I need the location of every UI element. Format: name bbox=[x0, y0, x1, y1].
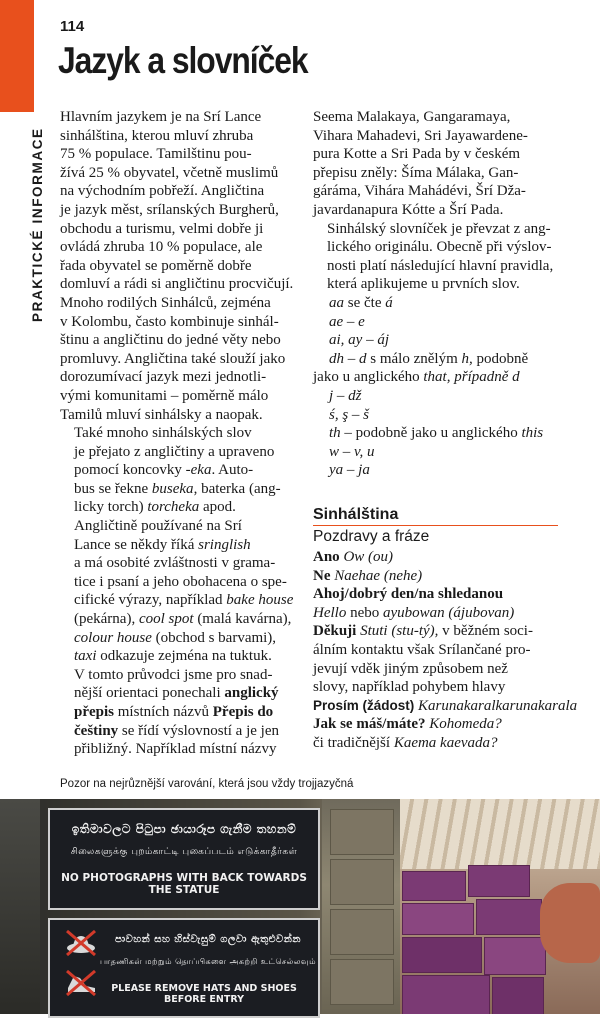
text-line: Tamilů mluví sinhálsky a naopak. bbox=[60, 406, 263, 423]
pronunciation-rule: aa se čte á bbox=[329, 294, 393, 311]
phrase-entry: Ne Naehae (nehe) bbox=[313, 567, 423, 584]
text-line: lického originálu. Obecně při výslov- bbox=[327, 239, 552, 256]
text-line: přepis místních názvů Přepis do bbox=[74, 704, 274, 720]
stacked-box bbox=[402, 903, 474, 935]
pronunciation-rule: w – v, u bbox=[329, 443, 375, 460]
sign-english-text: NO PHOTOGRAPHS WITH BACK TOWARDS THE STATUE bbox=[61, 872, 307, 896]
text-line: vými komunitami – poměrně málo bbox=[60, 387, 269, 404]
stacked-box bbox=[402, 871, 466, 901]
phrase-entry: či tradičnější Kaema kaevada? bbox=[313, 735, 498, 751]
text-line: dorozumívací jazyk mezi jednotli- bbox=[60, 369, 267, 386]
text-line: je přejato z angličtiny a upraveno bbox=[74, 443, 275, 460]
warning-sign-photography bbox=[48, 808, 320, 910]
text-line: Vihara Mahadevi, Sri Jayawardene- bbox=[313, 127, 528, 144]
text-line: přepisu zněly: Šíma Málaka, Gan- bbox=[313, 164, 519, 181]
text-line: bus se řekne buseka, baterka (ang- bbox=[74, 480, 281, 497]
text-line: domluví a rádi si angličtinu procvičují. bbox=[60, 276, 294, 293]
text-line: cifické výrazy, například bake house bbox=[74, 592, 294, 609]
text-line: (pekárna), cool spot (malá kavárna), bbox=[74, 611, 292, 628]
text-line: javardanapura Kótte a Šrí Pada. bbox=[313, 201, 504, 218]
phrase-entry: Děkuji Stuti (stu-tý), v běžném soci- bbox=[313, 623, 533, 640]
page-title: Jazyk a slovníček bbox=[58, 40, 308, 81]
text-line: která aplikujeme u prvních slov. bbox=[327, 276, 520, 293]
sign-sinhala-text: පාවහන් සහ හිස්වැසුම් ගලවා ඇතුළුවන්න bbox=[115, 934, 301, 945]
stacked-box bbox=[402, 937, 482, 973]
pronunciation-rule: dh – d s málo znělým h, podobně bbox=[329, 350, 529, 367]
stacked-box bbox=[468, 865, 530, 897]
stacked-box bbox=[492, 977, 544, 1014]
paragraph-sringlish bbox=[60, 517, 292, 666]
paragraph-loanwords bbox=[60, 424, 292, 517]
text-line: je jazyk měst, srílanských Burgherů, bbox=[60, 201, 279, 218]
phrase-entry: álním kontaktu však Srílančané pro- bbox=[313, 642, 531, 659]
text-line: nosti platí následující hlavní pravidla, bbox=[327, 257, 554, 274]
sign-english-text: PLEASE REMOVE HATS AND SHOES BEFORE ENTRY bbox=[111, 983, 297, 1005]
stacked-box bbox=[484, 937, 546, 975]
page-number: 114 bbox=[60, 18, 85, 35]
phrase-entry: Prosím (žádost) Karunakaralkarunakarala bbox=[313, 697, 578, 714]
text-line: 75 % populace. Tamilštinu pou- bbox=[60, 146, 252, 163]
text-line: pura Kotte a Sri Pada by v českém bbox=[313, 146, 521, 163]
text-line: Seema Malakaya, Gangaramaya, bbox=[313, 109, 511, 125]
text-line: nější orientaci ponechali anglický bbox=[74, 685, 279, 702]
phrase-entry: Hello nebo ayubowan (ájubovan) bbox=[313, 604, 515, 621]
text-line: češtiny se řídí výslovností a je jen bbox=[74, 722, 279, 739]
text-line: pomocí koncovky -eka. Auto- bbox=[74, 462, 254, 479]
phrase-entry: Ahoj/dobrý den/na shledanou bbox=[313, 586, 504, 603]
text-line: V tomto průvodci jsme pro snad- bbox=[74, 666, 273, 683]
text-line: na východním pobřeží. Angličtina bbox=[60, 183, 265, 200]
phrase-entry: Jak se máš/máte? Kohomeda? bbox=[313, 716, 502, 733]
pronunciation-rule: ai, ay – áj bbox=[329, 332, 389, 349]
text-line: štinu a angličtinu do jedné věty nebo bbox=[60, 332, 281, 349]
text-line: Hlavním jazykem je na Srí Lance bbox=[60, 109, 262, 125]
text-line: žívá 25 % obyvatel, včetně muslimů bbox=[60, 164, 279, 181]
phrase-entry: Ano Ow (ou) bbox=[313, 549, 394, 566]
stone-wall bbox=[0, 799, 40, 1014]
hand-shape bbox=[540, 883, 600, 963]
pronunciation-rule: ś, ş – š bbox=[329, 406, 370, 423]
pronunciation-rule: ae – e bbox=[329, 313, 365, 330]
right-column bbox=[313, 108, 578, 753]
text-line: Sinhálský slovníček je převzat z ang- bbox=[327, 220, 551, 237]
text-line: sinhálština, kterou mluví zhruba bbox=[60, 127, 254, 144]
phrase-entry: slovy, například pohybem hlavy bbox=[313, 679, 506, 696]
no-hat-icon bbox=[64, 928, 98, 958]
sign-tamil-text: பாதணிகள் மற்றும் தொப்பிகளை அகற்றி உட்செல்லவும் bbox=[99, 957, 317, 966]
text-line: colour house (obchod s barvami), bbox=[74, 629, 277, 646]
text-line: gáráma, Vihára Mahádévi, Šrí Džа- bbox=[313, 183, 526, 200]
text-line: a má osobité zvláštnosti v grama- bbox=[74, 555, 276, 572]
text-line: licky torch) torcheka apod. bbox=[74, 499, 236, 516]
text-line: promluvy. Angličtina také slouží jako bbox=[60, 350, 286, 367]
no-shoes-icon bbox=[64, 968, 98, 998]
text-line: řada obyvatel se poměrně dobře bbox=[60, 257, 252, 274]
left-column bbox=[60, 108, 292, 759]
stacked-box bbox=[476, 899, 542, 935]
chapter-side-label: PRAKTICKÉ INFORMACE bbox=[30, 127, 45, 322]
text-line: taxi odkazuje zejména na tuktuk. bbox=[74, 648, 272, 665]
pronunciation-rule: ya – ja bbox=[329, 462, 370, 479]
pronunciation-rule: j – dž bbox=[329, 387, 362, 404]
section-title: Sinhálština bbox=[313, 506, 558, 527]
warning-sign-hats-shoes bbox=[48, 918, 320, 1018]
stone-pillar bbox=[322, 799, 400, 1014]
paragraph-pronunciation bbox=[313, 220, 558, 294]
text-line: přibližný. Například místní názvy bbox=[74, 741, 277, 758]
text-line: tice i psaní a jeho obohacena o spe- bbox=[74, 573, 287, 590]
paragraph-intro bbox=[60, 108, 292, 424]
text-line: Také mnoho sinhálských slov bbox=[74, 425, 252, 442]
text-line: obchodu a turismu, velmi dobře ji bbox=[60, 220, 264, 237]
phrase-list bbox=[313, 548, 578, 753]
photo-caption: Pozor na nejrůznější varování, která jsou vždy trojjazyčná bbox=[60, 778, 354, 790]
paragraph-place-names bbox=[313, 108, 558, 220]
text-line: Mnoho rodilých Sinhálců, zejména bbox=[60, 294, 271, 311]
pronunciation-rules bbox=[313, 294, 558, 480]
text-line: ovládá zhruba 10 % populace, ale bbox=[60, 239, 263, 256]
phrase-entry: jevují vděk jiným způsobem než bbox=[313, 660, 508, 677]
subsection-title: Pozdravy a fráze bbox=[313, 528, 430, 546]
text-line: v Kolombu, často kombinuje sinhál- bbox=[60, 313, 279, 330]
paragraph-transcription bbox=[60, 666, 292, 759]
pronunciation-rule: th – podobně jako u anglického this bbox=[329, 425, 544, 442]
stacked-box bbox=[402, 975, 490, 1014]
pronunciation-rule: jako u anglického that, případně d bbox=[313, 369, 520, 386]
sign-tamil-text: சிலைகளுக்கு புறம்காட்டி புகைப்படம் எடுக்காதீர்கள் bbox=[70, 847, 298, 857]
sign-sinhala-text: ඉතිමාවලට පිටුපා ඡායාරූප ගැනීම තහනම් bbox=[71, 822, 297, 836]
text-line: Angličtině používané na Srí bbox=[74, 518, 242, 535]
chapter-color-bar bbox=[0, 0, 34, 112]
canopy-roof bbox=[400, 799, 600, 869]
text-line: Lance se někdy říká sringlish bbox=[74, 536, 251, 553]
